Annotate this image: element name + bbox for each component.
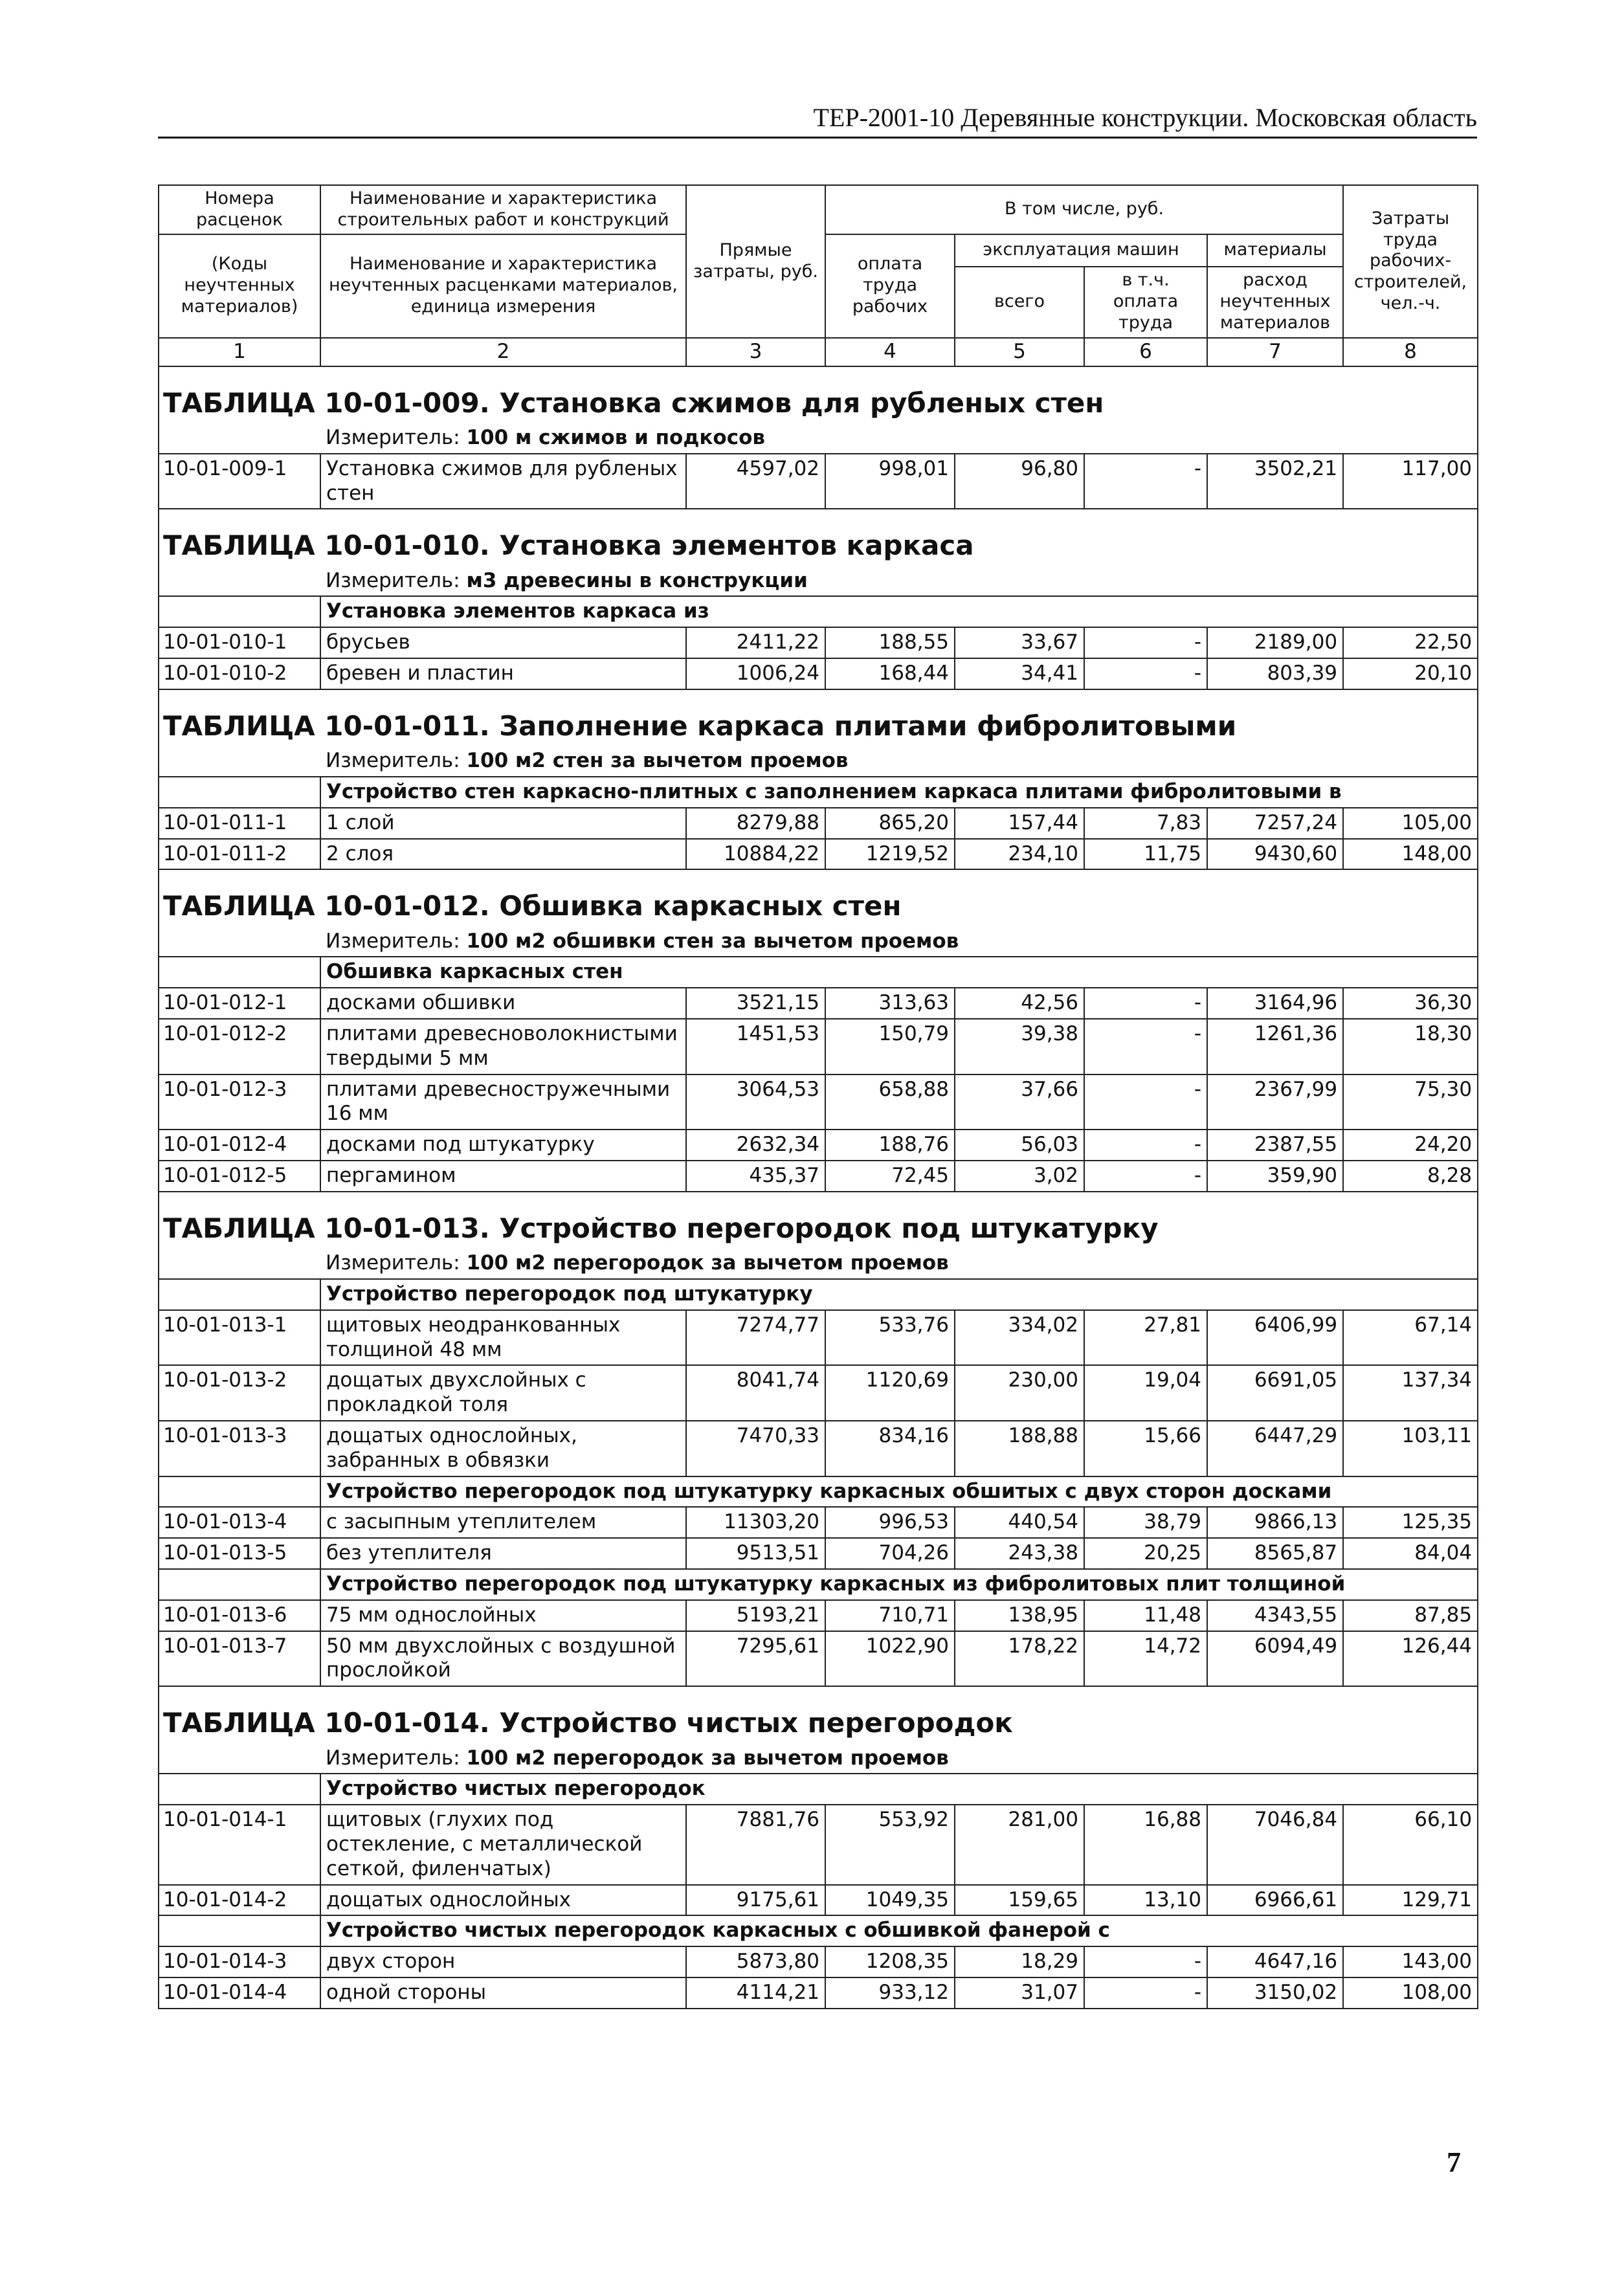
rates-table-container xyxy=(158,184,1477,2009)
labor-hours: 24,20 xyxy=(1343,1130,1478,1161)
machines-total: 178,22 xyxy=(955,1631,1084,1687)
machines-total: 188,88 xyxy=(955,1421,1084,1476)
work-description: дощатых двухслойных с прокладкой толя xyxy=(320,1365,686,1421)
measure-row xyxy=(159,1249,1478,1279)
section-title: ТАБЛИЦА 10-01-011. Заполнение каркаса плитами фибролитовыми xyxy=(159,689,1478,746)
direct-costs: 8279,88 xyxy=(686,808,825,839)
section-title-row xyxy=(159,509,1478,566)
group-spacer xyxy=(159,1915,320,1946)
section-title: ТАБЛИЦА 10-01-012. Обшивка каркасных стен xyxy=(159,869,1478,926)
group-title-row xyxy=(159,1915,1478,1946)
machines-wages: 7,83 xyxy=(1084,808,1207,839)
machines-total: 281,00 xyxy=(955,1805,1084,1884)
group-spacer xyxy=(159,596,320,627)
column-number: 4 xyxy=(825,338,955,366)
machines-wages: - xyxy=(1084,658,1207,689)
section-title-row xyxy=(159,1686,1478,1743)
labor-wages: 1022,90 xyxy=(825,1631,955,1687)
measure-cell xyxy=(320,927,1478,957)
direct-costs: 9513,51 xyxy=(686,1538,825,1569)
materials-cost: 4343,55 xyxy=(1207,1600,1343,1631)
group-title: Установка элементов каркаса из xyxy=(320,596,1478,627)
materials-cost: 2189,00 xyxy=(1207,627,1343,658)
col7-header: расход неучтенных материалов xyxy=(1207,267,1343,338)
rates-table xyxy=(158,184,1478,2009)
work-description: пергамином xyxy=(320,1161,686,1192)
work-description: плитами древесностружечными 16 мм xyxy=(320,1075,686,1130)
machines-total: 138,95 xyxy=(955,1600,1084,1631)
rate-code: 10-01-013-3 xyxy=(159,1421,320,1476)
labor-wages: 188,55 xyxy=(825,627,955,658)
machines-total: 159,65 xyxy=(955,1885,1084,1916)
rate-code: 10-01-013-7 xyxy=(159,1631,320,1687)
labor-wages: 865,20 xyxy=(825,808,955,839)
labor-hours: 143,00 xyxy=(1343,1946,1478,1977)
measure-unit: 100 м сжимов и подкосов xyxy=(466,425,766,449)
work-description: 50 мм двухслойных с воздушной прослойкой xyxy=(320,1631,686,1687)
header-title: ТЕР-2001-10 Деревянные конструкции. Московская область xyxy=(813,103,1477,132)
labor-wages: 834,16 xyxy=(825,1421,955,1476)
column-number: 2 xyxy=(320,338,686,366)
measure-label: Измеритель: xyxy=(326,568,460,592)
measure-label: Измеритель: xyxy=(326,1746,460,1770)
labor-wages: 710,71 xyxy=(825,1600,955,1631)
labor-wages: 998,01 xyxy=(825,454,955,509)
materials-cost: 6966,61 xyxy=(1207,1885,1343,1916)
rate-code: 10-01-012-3 xyxy=(159,1075,320,1130)
column-number: 1 xyxy=(159,338,320,366)
labor-hours: 36,30 xyxy=(1343,988,1478,1019)
work-description: одной стороны xyxy=(320,1977,686,2009)
labor-wages: 168,44 xyxy=(825,658,955,689)
page-header xyxy=(158,102,1477,139)
measure-row xyxy=(159,746,1478,777)
section-title: ТАБЛИЦА 10-01-010. Установка элементов каркаса xyxy=(159,509,1478,566)
group-title: Устройство перегородок под штукатурку xyxy=(320,1279,1478,1310)
table-row xyxy=(159,1946,1478,1977)
table-head xyxy=(159,185,1478,366)
machines-wages: 38,79 xyxy=(1084,1507,1207,1538)
labor-wages: 658,88 xyxy=(825,1075,955,1130)
machines-wages: 13,10 xyxy=(1084,1885,1207,1916)
materials-cost: 3150,02 xyxy=(1207,1977,1343,2009)
measure-row xyxy=(159,1744,1478,1774)
machines-total: 18,29 xyxy=(955,1946,1084,1977)
machines-wages: - xyxy=(1084,454,1207,509)
machines-total: 334,02 xyxy=(955,1310,1084,1366)
direct-costs: 7881,76 xyxy=(686,1805,825,1884)
section-title: ТАБЛИЦА 10-01-009. Установка сжимов для рубленых стен xyxy=(159,366,1478,423)
rate-code: 10-01-014-3 xyxy=(159,1946,320,1977)
machines-wages: 19,04 xyxy=(1084,1365,1207,1421)
measure-unit: 100 м2 перегородок за вычетом проемов xyxy=(466,1251,949,1275)
table-row xyxy=(159,1977,1478,2009)
rate-code: 10-01-012-4 xyxy=(159,1130,320,1161)
direct-costs: 7470,33 xyxy=(686,1421,825,1476)
work-description: бревен и пластин xyxy=(320,658,686,689)
work-description: 2 слоя xyxy=(320,839,686,870)
section-title: ТАБЛИЦА 10-01-013. Устройство перегородок под штукатурку xyxy=(159,1192,1478,1249)
labor-hours: 129,71 xyxy=(1343,1885,1478,1916)
group-title-row xyxy=(159,1569,1478,1600)
direct-costs: 1006,24 xyxy=(686,658,825,689)
machines-header: эксплуатация машин xyxy=(955,234,1207,267)
machines-total: 96,80 xyxy=(955,454,1084,509)
machines-total: 42,56 xyxy=(955,988,1084,1019)
machines-total: 243,38 xyxy=(955,1538,1084,1569)
col5-header: всего xyxy=(955,267,1084,338)
column-number: 5 xyxy=(955,338,1084,366)
table-row xyxy=(159,1631,1478,1687)
measure-unit: 100 м2 перегородок за вычетом проемов xyxy=(466,1746,949,1770)
materials-cost: 9430,60 xyxy=(1207,839,1343,870)
labor-wages: 1219,52 xyxy=(825,839,955,870)
rate-code: 10-01-013-4 xyxy=(159,1507,320,1538)
labor-hours: 117,00 xyxy=(1343,454,1478,509)
machines-wages: - xyxy=(1084,1946,1207,1977)
direct-costs: 5873,80 xyxy=(686,1946,825,1977)
group-spacer xyxy=(159,777,320,808)
col2-header-bottom: Наименование и характеристика неучтенных расценками материалов, единица измерения xyxy=(320,234,686,338)
machines-wages: 20,25 xyxy=(1084,1538,1207,1569)
labor-hours: 20,10 xyxy=(1343,658,1478,689)
measure-cell xyxy=(320,566,1478,597)
measure-spacer xyxy=(159,746,320,777)
measure-row xyxy=(159,423,1478,454)
page-number: 7 xyxy=(1447,2146,1461,2178)
group-title: Устройство перегородок под штукатурку каркасных из фибролитовых плит толщиной xyxy=(320,1569,1478,1600)
section-title: ТАБЛИЦА 10-01-014. Устройство чистых перегородок xyxy=(159,1686,1478,1743)
col1-header-top: Номера расценок xyxy=(159,185,320,234)
rate-code: 10-01-013-5 xyxy=(159,1538,320,1569)
machines-total: 230,00 xyxy=(955,1365,1084,1421)
col3-header: Прямые затраты, руб. xyxy=(686,185,825,338)
machines-total: 56,03 xyxy=(955,1130,1084,1161)
direct-costs: 9175,61 xyxy=(686,1885,825,1916)
column-number: 8 xyxy=(1343,338,1478,366)
work-description: щитовых (глухих под остекление, с металлической сеткой, филенчатых) xyxy=(320,1805,686,1884)
section-title-row xyxy=(159,1192,1478,1249)
column-number: 6 xyxy=(1084,338,1207,366)
machines-wages: 16,88 xyxy=(1084,1805,1207,1884)
labor-hours: 8,28 xyxy=(1343,1161,1478,1192)
measure-unit: 100 м2 обшивки стен за вычетом проемов xyxy=(466,929,959,953)
measure-label: Измеритель: xyxy=(326,929,460,953)
work-description: плитами древесноволокнистыми твердыми 5 мм xyxy=(320,1019,686,1075)
rate-code: 10-01-011-2 xyxy=(159,839,320,870)
direct-costs: 7295,61 xyxy=(686,1631,825,1687)
measure-cell xyxy=(320,1249,1478,1279)
labor-hours: 126,44 xyxy=(1343,1631,1478,1687)
machines-wages: - xyxy=(1084,1130,1207,1161)
machines-wages: 11,48 xyxy=(1084,1600,1207,1631)
group-title: Обшивка каркасных стен xyxy=(320,957,1478,988)
table-row xyxy=(159,988,1478,1019)
measure-label: Измеритель: xyxy=(326,425,460,449)
machines-total: 440,54 xyxy=(955,1507,1084,1538)
machines-total: 234,10 xyxy=(955,839,1084,870)
table-row xyxy=(159,658,1478,689)
table-row xyxy=(159,808,1478,839)
materials-cost: 3164,96 xyxy=(1207,988,1343,1019)
rate-code: 10-01-009-1 xyxy=(159,454,320,509)
measure-cell xyxy=(320,1744,1478,1774)
machines-wages: - xyxy=(1084,1161,1207,1192)
table-row xyxy=(159,1161,1478,1192)
measure-spacer xyxy=(159,1249,320,1279)
labor-wages: 150,79 xyxy=(825,1019,955,1075)
col4-header: оплата труда рабочих xyxy=(825,234,955,338)
column-number: 3 xyxy=(686,338,825,366)
labor-hours: 105,00 xyxy=(1343,808,1478,839)
group-title-row xyxy=(159,596,1478,627)
labor-hours: 67,14 xyxy=(1343,1310,1478,1366)
rate-code: 10-01-010-2 xyxy=(159,658,320,689)
incl-header: В том числе, руб. xyxy=(825,185,1343,234)
machines-wages: 14,72 xyxy=(1084,1631,1207,1687)
materials-cost: 7046,84 xyxy=(1207,1805,1343,1884)
direct-costs: 3064,53 xyxy=(686,1075,825,1130)
labor-wages: 533,76 xyxy=(825,1310,955,1366)
machines-total: 33,67 xyxy=(955,627,1084,658)
machines-total: 31,07 xyxy=(955,1977,1084,2009)
work-description: досками под штукатурку xyxy=(320,1130,686,1161)
work-description: без утеплителя xyxy=(320,1538,686,1569)
section-title-row xyxy=(159,869,1478,926)
rate-code: 10-01-010-1 xyxy=(159,627,320,658)
measure-row xyxy=(159,566,1478,597)
measure-cell xyxy=(320,746,1478,777)
measure-spacer xyxy=(159,927,320,957)
rate-code: 10-01-014-4 xyxy=(159,1977,320,2009)
table-row xyxy=(159,1130,1478,1161)
group-title: Устройство перегородок под штукатурку каркасных обшитых с двух сторон досками xyxy=(320,1476,1478,1508)
direct-costs: 3521,15 xyxy=(686,988,825,1019)
table-row xyxy=(159,1805,1478,1884)
direct-costs: 4114,21 xyxy=(686,1977,825,2009)
direct-costs: 2411,22 xyxy=(686,627,825,658)
labor-wages: 1049,35 xyxy=(825,1885,955,1916)
column-numbers-row xyxy=(159,338,1478,366)
rate-code: 10-01-013-1 xyxy=(159,1310,320,1366)
table-row xyxy=(159,1019,1478,1075)
labor-hours: 75,30 xyxy=(1343,1075,1478,1130)
group-title: Устройство стен каркасно-плитных с заполнением каркаса плитами фибролитовыми в xyxy=(320,777,1478,808)
direct-costs: 7274,77 xyxy=(686,1310,825,1366)
group-spacer xyxy=(159,1476,320,1508)
table-row xyxy=(159,1310,1478,1366)
measure-spacer xyxy=(159,1744,320,1774)
column-number: 7 xyxy=(1207,338,1343,366)
measure-spacer xyxy=(159,566,320,597)
labor-hours: 18,30 xyxy=(1343,1019,1478,1075)
materials-cost: 7257,24 xyxy=(1207,808,1343,839)
table-row xyxy=(159,839,1478,870)
rate-code: 10-01-013-6 xyxy=(159,1600,320,1631)
col6-header: в т.ч. оплата труда xyxy=(1084,267,1207,338)
machines-total: 39,38 xyxy=(955,1019,1084,1075)
materials-cost: 6447,29 xyxy=(1207,1421,1343,1476)
group-spacer xyxy=(159,1774,320,1805)
labor-hours: 22,50 xyxy=(1343,627,1478,658)
labor-wages: 1208,35 xyxy=(825,1946,955,1977)
work-description: щитовых неодранкованных толщиной 48 мм xyxy=(320,1310,686,1366)
measure-row xyxy=(159,927,1478,957)
table-row xyxy=(159,627,1478,658)
labor-wages: 313,63 xyxy=(825,988,955,1019)
measure-label: Измеритель: xyxy=(326,1251,460,1275)
table-row xyxy=(159,1600,1478,1631)
labor-hours: 137,34 xyxy=(1343,1365,1478,1421)
col2-header-top: Наименование и характеристика строительных работ и конструкций xyxy=(320,185,686,234)
materials-cost: 4647,16 xyxy=(1207,1946,1343,1977)
group-title-row xyxy=(159,1774,1478,1805)
machines-wages: 11,75 xyxy=(1084,839,1207,870)
measure-cell xyxy=(320,423,1478,454)
materials-cost: 6691,05 xyxy=(1207,1365,1343,1421)
measure-spacer xyxy=(159,423,320,454)
table-row xyxy=(159,454,1478,509)
machines-wages: - xyxy=(1084,1977,1207,2009)
table-row xyxy=(159,1538,1478,1569)
labor-wages: 933,12 xyxy=(825,1977,955,2009)
labor-hours: 66,10 xyxy=(1343,1805,1478,1884)
labor-hours: 125,35 xyxy=(1343,1507,1478,1538)
direct-costs: 10884,22 xyxy=(686,839,825,870)
labor-wages: 704,26 xyxy=(825,1538,955,1569)
measure-unit: м3 древесины в конструкции xyxy=(466,568,808,592)
work-description: дощатых однослойных xyxy=(320,1885,686,1916)
rate-code: 10-01-011-1 xyxy=(159,808,320,839)
work-description: двух сторон xyxy=(320,1946,686,1977)
machines-wages: - xyxy=(1084,1019,1207,1075)
group-title: Устройство чистых перегородок каркасных с обшивкой фанерой с xyxy=(320,1915,1478,1946)
group-spacer xyxy=(159,957,320,988)
labor-wages: 188,76 xyxy=(825,1130,955,1161)
rate-code: 10-01-012-1 xyxy=(159,988,320,1019)
rate-code: 10-01-012-5 xyxy=(159,1161,320,1192)
machines-total: 34,41 xyxy=(955,658,1084,689)
labor-hours: 108,00 xyxy=(1343,1977,1478,2009)
labor-hours: 103,11 xyxy=(1343,1421,1478,1476)
machines-total: 3,02 xyxy=(955,1161,1084,1192)
group-title-row xyxy=(159,957,1478,988)
group-title: Устройство чистых перегородок xyxy=(320,1774,1478,1805)
machines-wages: - xyxy=(1084,988,1207,1019)
table-row xyxy=(159,1365,1478,1421)
labor-wages: 553,92 xyxy=(825,1805,955,1884)
direct-costs: 5193,21 xyxy=(686,1600,825,1631)
table-row xyxy=(159,1075,1478,1130)
machines-total: 157,44 xyxy=(955,808,1084,839)
work-description: дощатых однослойных, забранных в обвязки xyxy=(320,1421,686,1476)
materials-cost: 2387,55 xyxy=(1207,1130,1343,1161)
machines-wages: 15,66 xyxy=(1084,1421,1207,1476)
section-title-row xyxy=(159,689,1478,746)
materials-cost: 1261,36 xyxy=(1207,1019,1343,1075)
work-description: 1 слой xyxy=(320,808,686,839)
machines-total: 37,66 xyxy=(955,1075,1084,1130)
group-title-row xyxy=(159,777,1478,808)
measure-label: Измеритель: xyxy=(326,749,460,773)
labor-wages: 72,45 xyxy=(825,1161,955,1192)
machines-wages: 27,81 xyxy=(1084,1310,1207,1366)
table-row xyxy=(159,1421,1478,1476)
table-body xyxy=(159,366,1478,2009)
direct-costs: 435,37 xyxy=(686,1161,825,1192)
materials-cost: 6406,99 xyxy=(1207,1310,1343,1366)
materials-cost: 9866,13 xyxy=(1207,1507,1343,1538)
rate-code: 10-01-013-2 xyxy=(159,1365,320,1421)
group-spacer xyxy=(159,1569,320,1600)
materials-cost: 6094,49 xyxy=(1207,1631,1343,1687)
rate-code: 10-01-012-2 xyxy=(159,1019,320,1075)
section-title-row xyxy=(159,366,1478,423)
materials-cost: 3502,21 xyxy=(1207,454,1343,509)
direct-costs: 8041,74 xyxy=(686,1365,825,1421)
work-description: 75 мм однослойных xyxy=(320,1600,686,1631)
col8-header: Затраты труда рабочих-строителей, чел.-ч. xyxy=(1343,185,1478,338)
machines-wages: - xyxy=(1084,627,1207,658)
group-title-row xyxy=(159,1279,1478,1310)
materials-header: материалы xyxy=(1207,234,1343,267)
materials-cost: 803,39 xyxy=(1207,658,1343,689)
table-row xyxy=(159,1885,1478,1916)
materials-cost: 8565,87 xyxy=(1207,1538,1343,1569)
direct-costs: 11303,20 xyxy=(686,1507,825,1538)
work-description: Установка сжимов для рубленых стен xyxy=(320,454,686,509)
col1-header-bottom: (Коды неучтенных материалов) xyxy=(159,234,320,338)
measure-unit: 100 м2 стен за вычетом проемов xyxy=(466,749,849,773)
labor-hours: 87,85 xyxy=(1343,1600,1478,1631)
labor-hours: 84,04 xyxy=(1343,1538,1478,1569)
group-spacer xyxy=(159,1279,320,1310)
labor-wages: 996,53 xyxy=(825,1507,955,1538)
materials-cost: 2367,99 xyxy=(1207,1075,1343,1130)
materials-cost: 359,90 xyxy=(1207,1161,1343,1192)
rate-code: 10-01-014-1 xyxy=(159,1805,320,1884)
rate-code: 10-01-014-2 xyxy=(159,1885,320,1916)
labor-hours: 148,00 xyxy=(1343,839,1478,870)
direct-costs: 4597,02 xyxy=(686,454,825,509)
direct-costs: 2632,34 xyxy=(686,1130,825,1161)
table-row xyxy=(159,1507,1478,1538)
labor-wages: 1120,69 xyxy=(825,1365,955,1421)
group-title-row xyxy=(159,1476,1478,1508)
work-description: досками обшивки xyxy=(320,988,686,1019)
work-description: с засыпным утеплителем xyxy=(320,1507,686,1538)
machines-wages: - xyxy=(1084,1075,1207,1130)
direct-costs: 1451,53 xyxy=(686,1019,825,1075)
work-description: брусьев xyxy=(320,627,686,658)
